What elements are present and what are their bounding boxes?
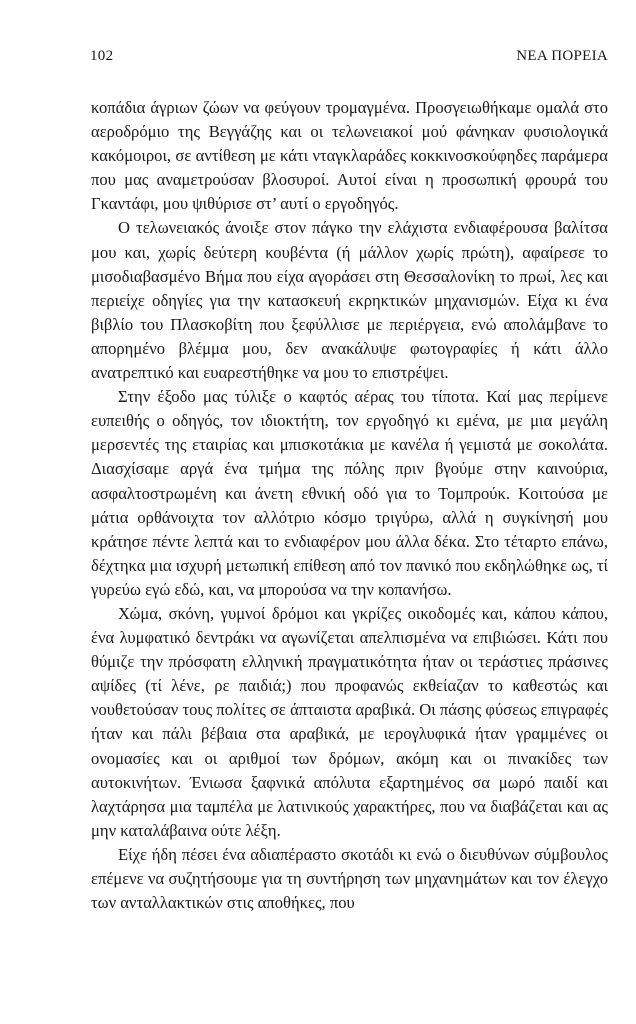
page-header <box>90 48 608 68</box>
paragraph: Χώμα, σκόνη, γυμνοί δρόμοι και γκρίζες οικοδομές και, κάπου κάπου, ένα λυμφατικό δεντράκι να αγωνίζεται απελπισμένα να επιβιώσει. Κάτι που θύμιζε την πρόσφατη ελληνική πραγματικότητα ήταν οι τεράστιες πράσινες αψίδες (τί λένε, ρε παιδιά;) που προφανώς εκθείαζαν το καθεστώς και νουθετούσαν τους πολίτες σε άπταιστα αραβικά. Οι πάσης φύσεως επιγραφές ήταν και πάλι βέβαια στα αραβικά, με ιερογλυφικά ήταν γραμμένες οι ονομασίες και οι αριθμοί των δρόμων, ακόμη και οι πινακίδες των αυτοκινήτων. Ένιωσα ξαφνικά απόλυτα εξαρτημένος σα μωρό παιδί και λαχτάρησα μια ταμπέλα με λατινικούς χαρακτήρες, που να διαβάζεται και ας μην καταλάβαινα ούτε λέξη. <box>91 603 608 840</box>
paragraph: κοπάδια άγριων ζώων να φεύγουν τρομαγμένα. Προσγειωθήκαμε ομαλά στο αεροδρόμιο της Βεγγάζης και οι τελωνειακοί μού φάνηκαν φυσιολογικά κακόμοιροι, σε αντίθεση με κάτι νταγκλαράδες κοκκινοσκούφηδες παράμερα που μας αναμετρούσαν βλοσυροί. Αυτοί είναι η προσωπική φρουρά του Γκαντάφι, μου ψιθύρισε στ’ αυτί ο εργοδηγός. <box>91 98 608 214</box>
paragraph: Στην έξοδο μας τύλιξε ο καφτός αέρας του τίποτα. Καί μας περίμενε ευπειθής ο οδηγός, τον ιδιοκτήτη, τον εργοδηγό κι εμένα, με μια μεγάλη μερσεντές της εταιρίας και μπισκοτάκια με κανέλα ή γεμιστά με σοκολάτα. Διασχίσαμε αργά ένα τμήμα της πόλης πριν βγούμε στην καινούρια, ασφαλτοστρωμένη και άνετη εθνική οδό για το Τομπρούκ. Κοιτούσα με μάτια ορθάνοιχτα τον αλλότριο κόσμο τριγύρω, αλλά η συγκίνησή μου κράτησε πέντε λεπτά και το ενδιαφέρον μου άλλα δέκα. Στο τέταρτο επάνω, δέχτηκα μια ισχυρή μετωπική επίθεση από τον πανικό που εκδηλώθηκε ως, τί γυρεύω εγώ εδώ, και, να μπορούσα να την κοπανήσω. <box>91 387 608 599</box>
paragraph: Ο τελωνειακός άνοιξε στον πάγκο την ελάχιστα ενδιαφέρουσα βαλίτσα μου και, χωρίς δεύτερη κουβέντα (ή μάλλον χωρίς πρώτη), αφαίρεσε το μισοδιαβασμένο Βήμα που είχα αγοράσει στη Θεσσαλονίκη το πρωί, λες και περιείχε οδηγίες για την κατασκευή εκρηκτικών μηχανισμών. Είχα κι ένα βιβλίο του Πλασκοβίτη που ξεφύλλισε με περιέργεια, ενώ απολάμβανε το απορημένο βλέμμα μου, δεν ανακάλυψε φωτογραφίες ή κάτι άλλο ανατρεπτικό και ευαρεστήθηκε να μου το επιστρέψει. <box>91 218 608 383</box>
running-title: ΝΕΑ ΠΟΡΕΙΑ <box>516 48 608 64</box>
paragraph: Είχε ήδη πέσει ένα αδιαπέραστο σκοτάδι κι ενώ ο διευθύνων σύμβουλος επέμενε να συζητήσουμε για τη συντήρηση των μηχανημάτων και τον έλεγχο των ανταλλακτικών στις αποθήκες, που <box>91 844 608 913</box>
page-number: 102 <box>90 48 114 64</box>
body-text <box>91 96 608 915</box>
